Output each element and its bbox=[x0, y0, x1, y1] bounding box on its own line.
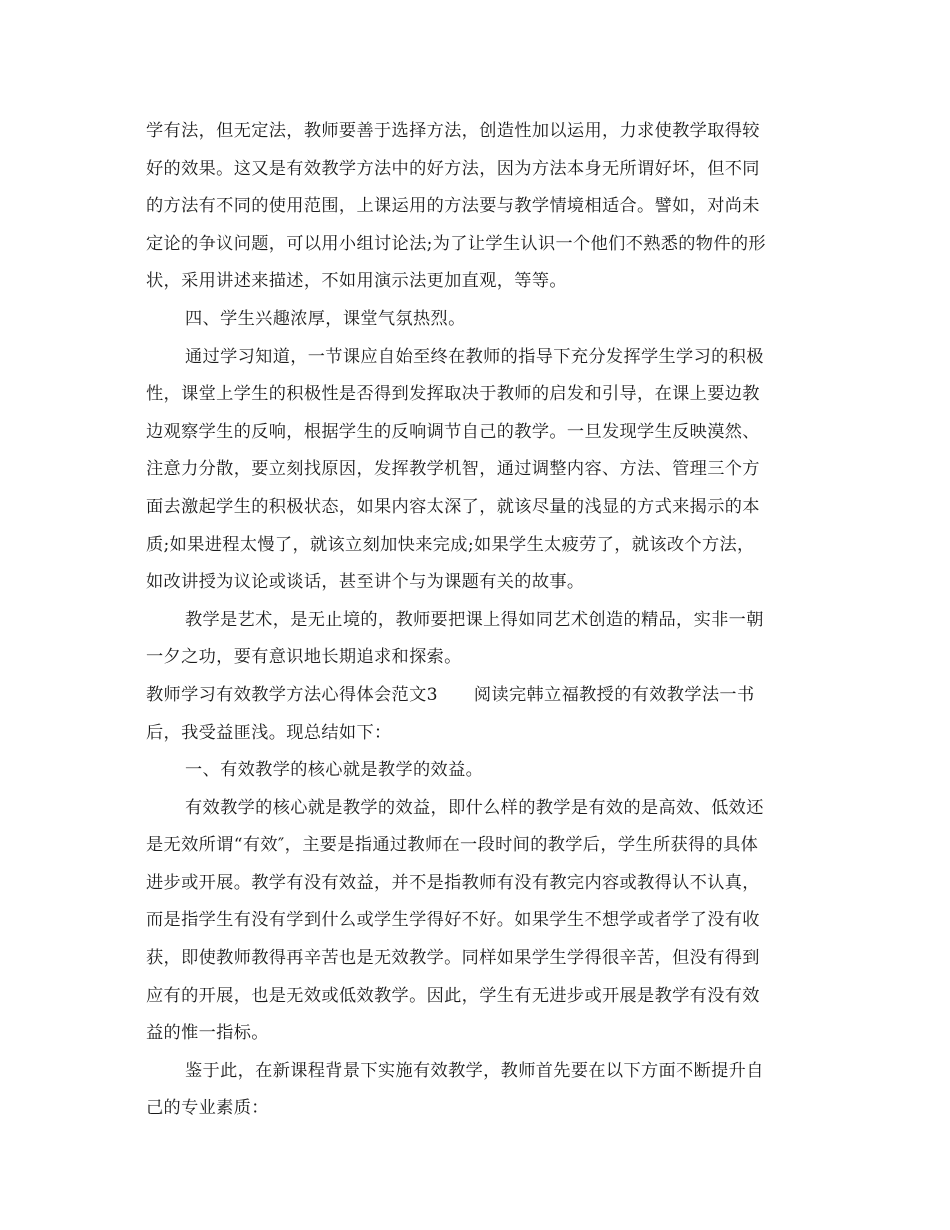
section3-title: 教师学习有效教学方法心得体会范文3 bbox=[146, 684, 438, 705]
document-body bbox=[146, 113, 808, 1128]
text-line: 注意力分散，要立刻找原因，发挥教学机智，通过调整内容、方法、管理三个方 bbox=[146, 459, 760, 480]
paragraph-professional bbox=[146, 1053, 808, 1128]
text-line: 性，课堂上学生的积极性是否得到发挥取决于教师的启发和引导，在课上要边教 bbox=[146, 384, 760, 405]
text-line: 有效教学的核心就是教学的效益，即什么样的教学是有效的是高效、低效还 bbox=[185, 797, 764, 818]
section-heading-one bbox=[146, 752, 808, 790]
section3-intro-rest: 后，我受益匪浅。现总结如下： bbox=[146, 722, 392, 743]
heading-line: 一、有效教学的核心就是教学的效益。 bbox=[185, 760, 484, 781]
text-line: 教学是艺术，是无止境的，教师要把课上得如同艺术创造的精品，实非一朝 bbox=[185, 609, 764, 630]
heading-line: 四、学生兴趣浓厚，课堂气氛热烈。 bbox=[185, 308, 466, 329]
text-line: 是无效所谓“有效″，主要是指通过教师在一段时间的教学后，学生所获得的具体 bbox=[146, 835, 759, 856]
text-line: 鉴于此，在新课程背景下实施有效教学，教师首先要在以下方面不断提升自 bbox=[185, 1060, 764, 1081]
section3-title-line bbox=[146, 677, 808, 715]
text-line: 好的效果。这又是有效教学方法中的好方法，因为方法本身无所谓好坏，但不同 bbox=[146, 158, 760, 179]
text-line: 通过学习知道，一节课应自始至终在教师的指导下充分发挥学生学习的积极 bbox=[185, 346, 764, 367]
text-line: 如改讲授为议论或谈话，甚至讲个与为课题有关的故事。 bbox=[146, 572, 585, 593]
text-line: 进步或开展。教学有没有效益，并不是指教师有没有教完内容或教得认不认真， bbox=[146, 872, 760, 893]
text-line: 一夕之功，要有意识地长期追求和探索。 bbox=[146, 647, 462, 668]
text-line: 益的惟一指标。 bbox=[146, 1023, 269, 1044]
text-line: 面去激起学生的积极状态，如果内容太深了，就该尽量的浅显的方式来揭示的本 bbox=[146, 496, 760, 517]
section3-intro-start: 阅读完韩立福教授的有效教学法一书 bbox=[473, 684, 755, 705]
text-line: 而是指学生有没有学到什么或学生学得好不好。如果学生不想学或者学了没有收 bbox=[146, 910, 760, 931]
section-heading-four bbox=[146, 301, 808, 339]
paragraph-core bbox=[146, 790, 808, 1053]
paragraph-methods-continued bbox=[146, 113, 808, 301]
text-line: 己的专业素质： bbox=[146, 1098, 269, 1119]
paragraph-interest bbox=[146, 339, 808, 602]
text-line: 获，即使教师教得再辛苦也是无效教学。同样如果学生学得很辛苦，但没有得到 bbox=[146, 948, 760, 969]
text-line: 应有的开展，也是无效或低效教学。因此，学生有无进步或开展是教学有没有效 bbox=[146, 985, 760, 1006]
text-line: 定论的争议问题，可以用小组讨论法;为了让学生认识一个他们不熟悉的物件的形 bbox=[146, 233, 766, 254]
text-line: 边观察学生的反响，根据学生的反响调节自己的教学。一旦发现学生反映漠然、 bbox=[146, 421, 760, 442]
text-line: 质;如果进程太慢了，就该立刻加快来完成;如果学生太疲劳了，就该改个方法， bbox=[146, 534, 755, 555]
section3-block bbox=[146, 677, 808, 752]
text-line: 的方法有不同的使用范围，上课运用的方法要与教学情境相适合。譬如，对尚未 bbox=[146, 196, 760, 217]
text-line: 学有法，但无定法，教师要善于选择方法，创造性加以运用，力求使教学取得较 bbox=[146, 121, 760, 141]
paragraph-art bbox=[146, 602, 808, 677]
text-line: 状，采用讲述来描述，不如用演示法更加直观，等等。 bbox=[146, 271, 567, 292]
